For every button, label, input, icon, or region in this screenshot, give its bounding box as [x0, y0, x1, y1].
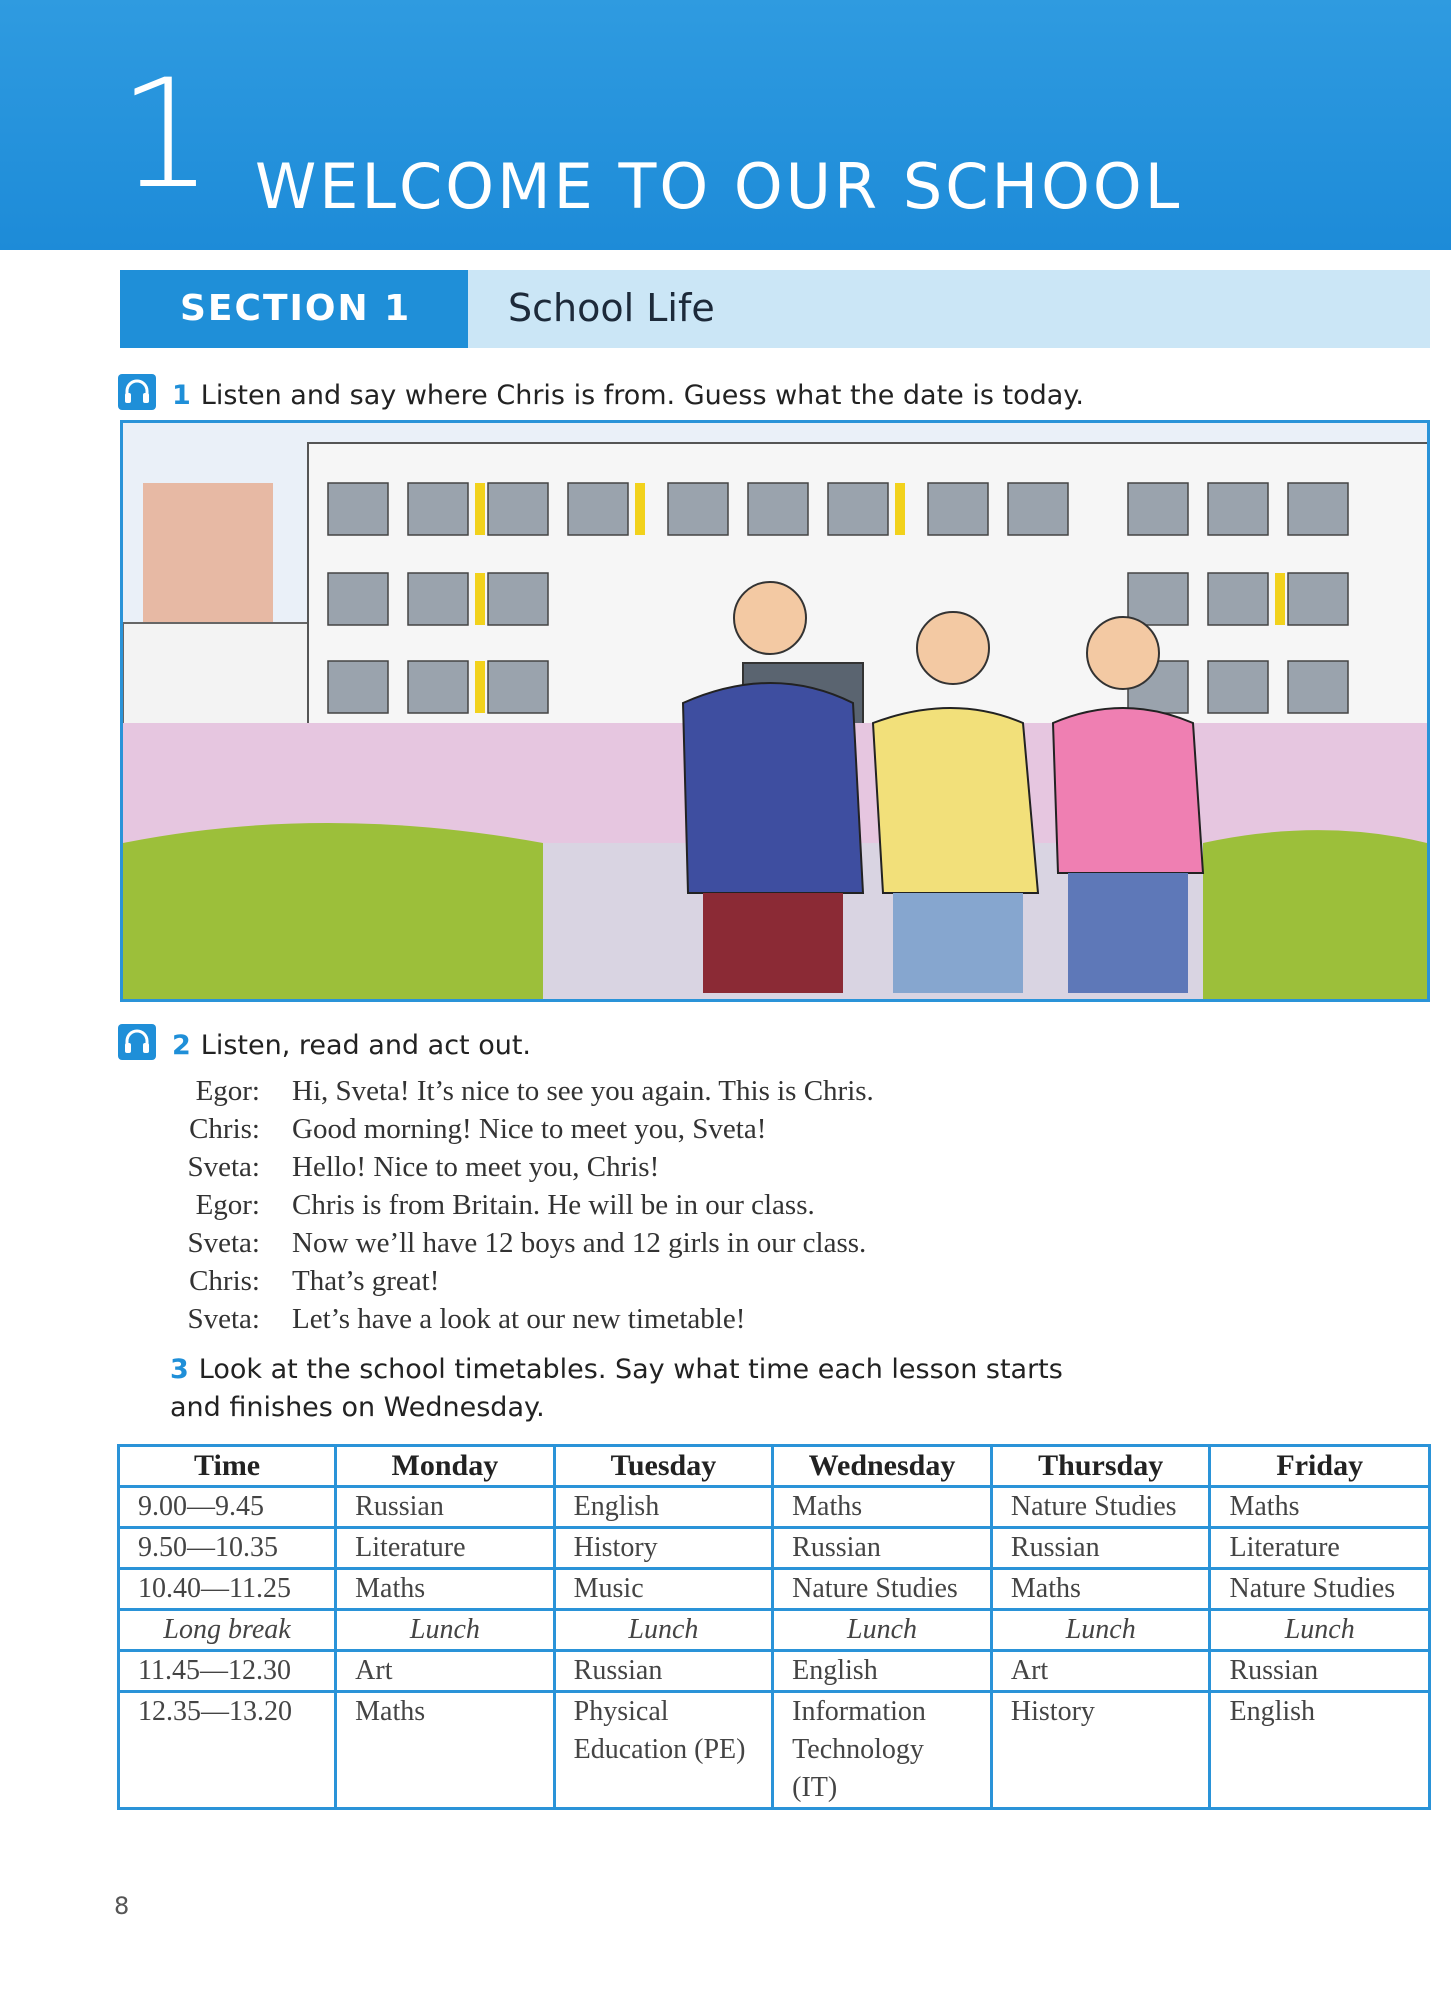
column-header: Friday — [1210, 1446, 1430, 1487]
time-cell: 9.50—10.35 — [119, 1528, 336, 1569]
headphones-icon[interactable] — [118, 1024, 156, 1060]
speaker: Chris: — [189, 1113, 260, 1145]
table-cell: Maths — [991, 1569, 1210, 1610]
table-cell: Lunch — [1210, 1610, 1430, 1651]
dialogue-line — [160, 1300, 874, 1338]
column-header: Monday — [336, 1446, 554, 1487]
table-cell: History — [991, 1692, 1210, 1809]
section-label-box — [120, 270, 468, 348]
table-cell: Lunch — [991, 1610, 1210, 1651]
headphones-icon[interactable] — [118, 374, 156, 410]
table-cell: Russian — [336, 1487, 554, 1528]
speaker: Sveta: — [187, 1151, 260, 1183]
line-text: Now we’ll have 12 boys and 12 girls in our class. — [292, 1227, 867, 1259]
section-label: SECTION 1 — [180, 288, 412, 329]
speaker: Sveta: — [187, 1227, 260, 1259]
table-cell: English — [773, 1651, 992, 1692]
dialogue-line — [160, 1110, 874, 1148]
table-cell: Physical Education (PE) — [554, 1692, 773, 1809]
task-2-text: Listen, read and act out. — [200, 1030, 532, 1061]
table-row — [119, 1692, 1430, 1809]
task-1-number: 1 — [172, 380, 191, 411]
table-cell: Literature — [1210, 1528, 1430, 1569]
table-cell: Russian — [554, 1651, 773, 1692]
table-cell: Art — [991, 1651, 1210, 1692]
table-cell: Lunch — [336, 1610, 554, 1651]
table-cell: Information Technology (IT) — [773, 1692, 992, 1809]
timetable — [117, 1444, 1431, 1810]
table-cell: Literature — [336, 1528, 554, 1569]
column-header: Wednesday — [773, 1446, 992, 1487]
time-cell: 10.40—11.25 — [119, 1569, 336, 1610]
column-header: Tuesday — [554, 1446, 773, 1487]
dialogue-line — [160, 1224, 874, 1262]
line-text: Hello! Nice to meet you, Chris! — [292, 1151, 660, 1183]
speaker: Egor: — [195, 1189, 260, 1221]
dialogue — [160, 1072, 874, 1338]
table-cell: Russian — [773, 1528, 992, 1569]
unit-title: WELCOME TO OUR SCHOOL — [255, 150, 1183, 223]
dialogue-line — [160, 1186, 874, 1224]
line-text: Hi, Sveta! It’s nice to see you again. This is Chris. — [292, 1075, 874, 1107]
task-2-instruction — [172, 1030, 531, 1061]
table-row — [119, 1528, 1430, 1569]
time-cell: 12.35—13.20 — [119, 1692, 336, 1809]
table-cell: English — [1210, 1692, 1430, 1809]
table-cell: Music — [554, 1569, 773, 1610]
task-2-number: 2 — [172, 1030, 191, 1061]
dialogue-line — [160, 1072, 874, 1110]
line-text: Good morning! Nice to meet you, Sveta! — [292, 1113, 767, 1145]
column-header: Thursday — [991, 1446, 1210, 1487]
speaker: Egor: — [195, 1075, 260, 1107]
table-row — [119, 1569, 1430, 1610]
task-3-number: 3 — [170, 1354, 189, 1385]
task-1-instruction — [172, 380, 1084, 411]
table-row-break — [119, 1610, 1430, 1651]
task-3-instruction-cont — [170, 1392, 545, 1423]
table-cell: History — [554, 1528, 773, 1569]
table-cell: Nature Studies — [773, 1569, 992, 1610]
dialogue-line — [160, 1262, 874, 1300]
section-bar — [120, 270, 1430, 348]
school-illustration — [120, 420, 1430, 1002]
unit-number: 1 — [118, 48, 214, 222]
line-text: Let’s have a look at our new timetable! — [292, 1303, 746, 1335]
table-cell: Maths — [336, 1569, 554, 1610]
column-header: Time — [119, 1446, 336, 1487]
task-3-text-line1: Look at the school timetables. Say what time each lesson starts — [198, 1354, 1063, 1385]
time-cell: Long break — [119, 1610, 336, 1651]
table-cell: Lunch — [773, 1610, 992, 1651]
task-3-instruction — [170, 1354, 1063, 1385]
speaker: Chris: — [189, 1265, 260, 1297]
table-cell: Lunch — [554, 1610, 773, 1651]
table-cell: English — [554, 1487, 773, 1528]
speaker: Sveta: — [187, 1303, 260, 1335]
table-cell: Nature Studies — [1210, 1569, 1430, 1610]
table-cell: Russian — [1210, 1651, 1430, 1692]
line-text: That’s great! — [292, 1265, 440, 1297]
time-cell: 11.45—12.30 — [119, 1651, 336, 1692]
school-scene-drawing — [123, 423, 1427, 999]
table-cell: Maths — [1210, 1487, 1430, 1528]
dialogue-line — [160, 1148, 874, 1186]
table-cell: Art — [336, 1651, 554, 1692]
table-cell: Maths — [336, 1692, 554, 1809]
section-subtitle: School Life — [508, 286, 715, 330]
table-cell: Nature Studies — [991, 1487, 1210, 1528]
table-row — [119, 1651, 1430, 1692]
table-cell: Maths — [773, 1487, 992, 1528]
table-header-row — [119, 1446, 1430, 1487]
task-3-text-line2: and finishes on Wednesday. — [170, 1392, 545, 1423]
table-row — [119, 1487, 1430, 1528]
task-1-text: Listen and say where Chris is from. Guess what the date is today. — [200, 380, 1085, 411]
table-cell: Russian — [991, 1528, 1210, 1569]
page-number: 8 — [114, 1892, 130, 1920]
line-text: Chris is from Britain. He will be in our class. — [292, 1189, 815, 1221]
chapter-banner — [0, 0, 1451, 250]
time-cell: 9.00—9.45 — [119, 1487, 336, 1528]
